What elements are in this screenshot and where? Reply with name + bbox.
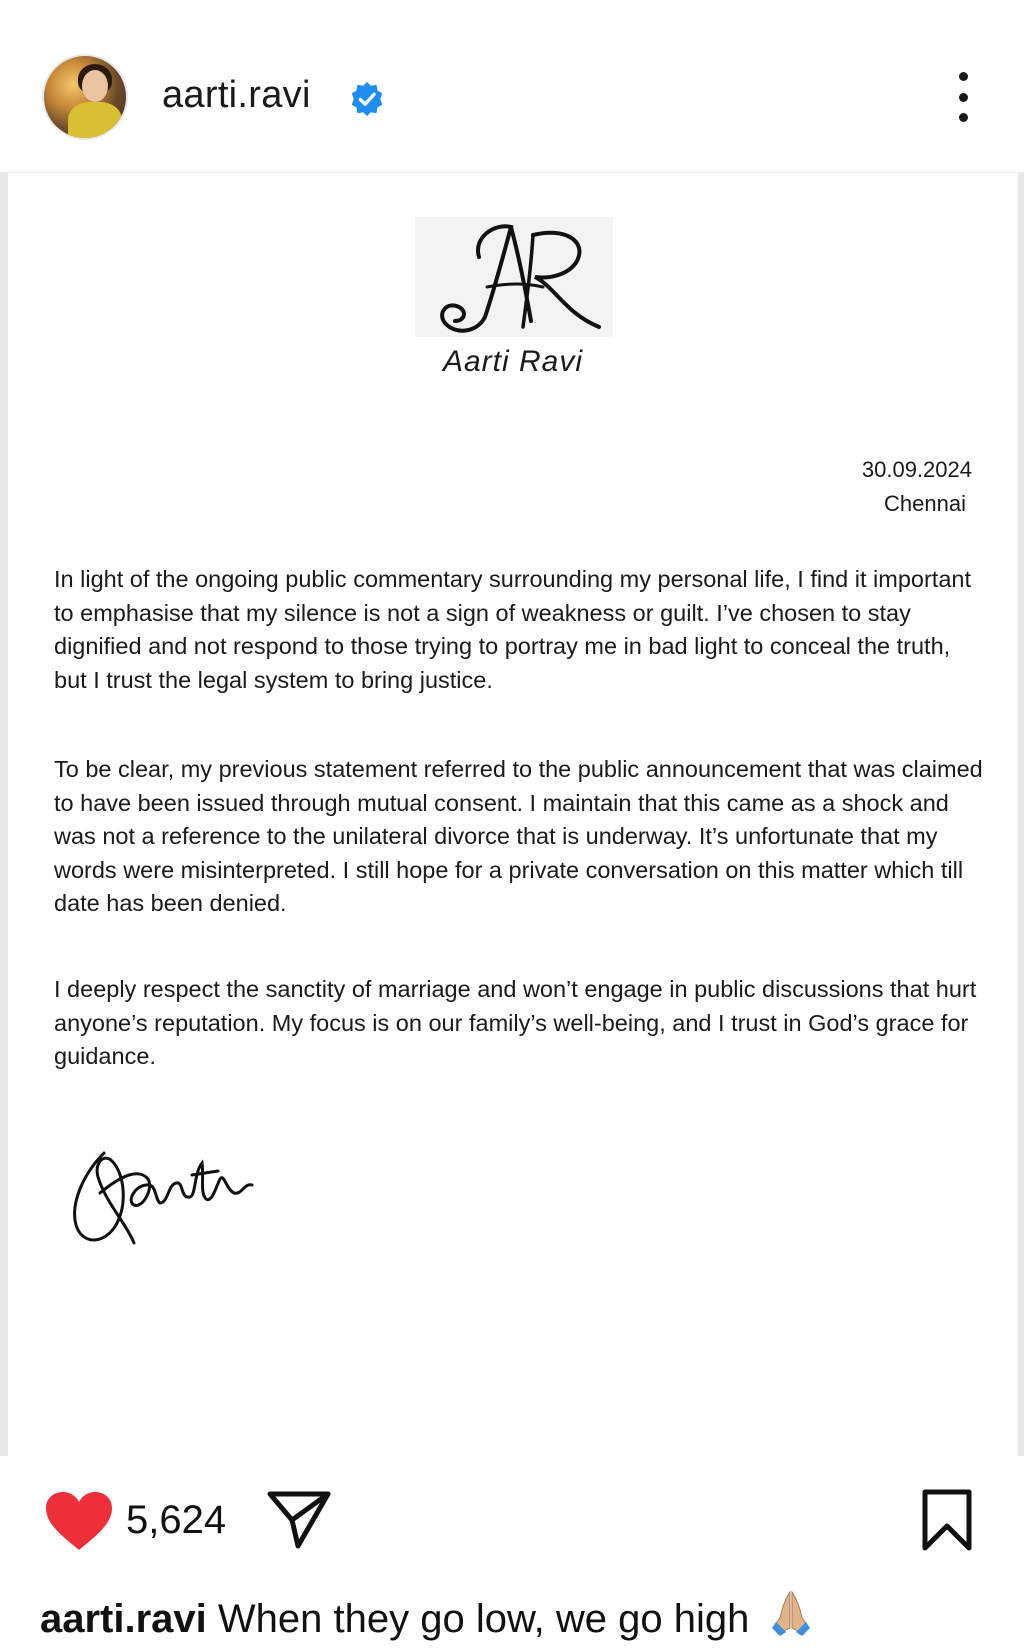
share-icon[interactable] [266, 1488, 332, 1550]
caption-username[interactable]: aarti.ravi [40, 1597, 207, 1641]
more-vertical-icon [959, 72, 968, 81]
post-header [0, 0, 1024, 172]
letter-paragraph: I deeply respect the sanctity of marriage and won’t engage in public discussions that hurt anyone’s reputation. My focus is on our family’s well-being, and I trust in God’s grace for guidance. [54, 976, 977, 1069]
verified-badge-icon [348, 80, 386, 118]
letter-paragraph: To be clear, my previous statement referred to the public announcement that was claimed to have been issued through mutual consent. I maintain that this came as a shock and was not a reference to the unilateral divorce that is underway. It’s unfortunate that my words were misinterpreted. I still hope for a private conversation on this matter which till date has been denied. [54, 756, 983, 916]
letter-place: Chennai [884, 491, 966, 516]
folded-hands-emoji-icon [766, 1588, 816, 1638]
like-count[interactable]: 5,624 [126, 1498, 227, 1542]
letterhead-name: Aarti Ravi [442, 345, 584, 378]
post-image-letter[interactable] [0, 172, 1024, 1456]
letter-paragraph: In light of the ongoing public commentary surrounding my personal life, I find it important to emphasise that my silence is not a sign of weakness or guilt. I’ve chosen to stay dignified and not respond to those trying to portray me in bad light to conceal the truth, but I trust the legal system to bring justice. [54, 566, 971, 693]
more-options-button[interactable] [948, 72, 978, 122]
post-caption [40, 1588, 816, 1642]
monogram-logo [415, 217, 613, 337]
bookmark-icon[interactable] [920, 1488, 974, 1552]
caption-text: When they go low, we go high [217, 1597, 750, 1641]
handwritten-signature [64, 1133, 274, 1253]
post-username[interactable]: aarti.ravi [162, 74, 311, 116]
post-actions [0, 1456, 1024, 1650]
profile-avatar[interactable] [42, 54, 128, 140]
letter-date: 30.09.2024 [861, 457, 972, 482]
heart-icon[interactable] [44, 1490, 114, 1552]
